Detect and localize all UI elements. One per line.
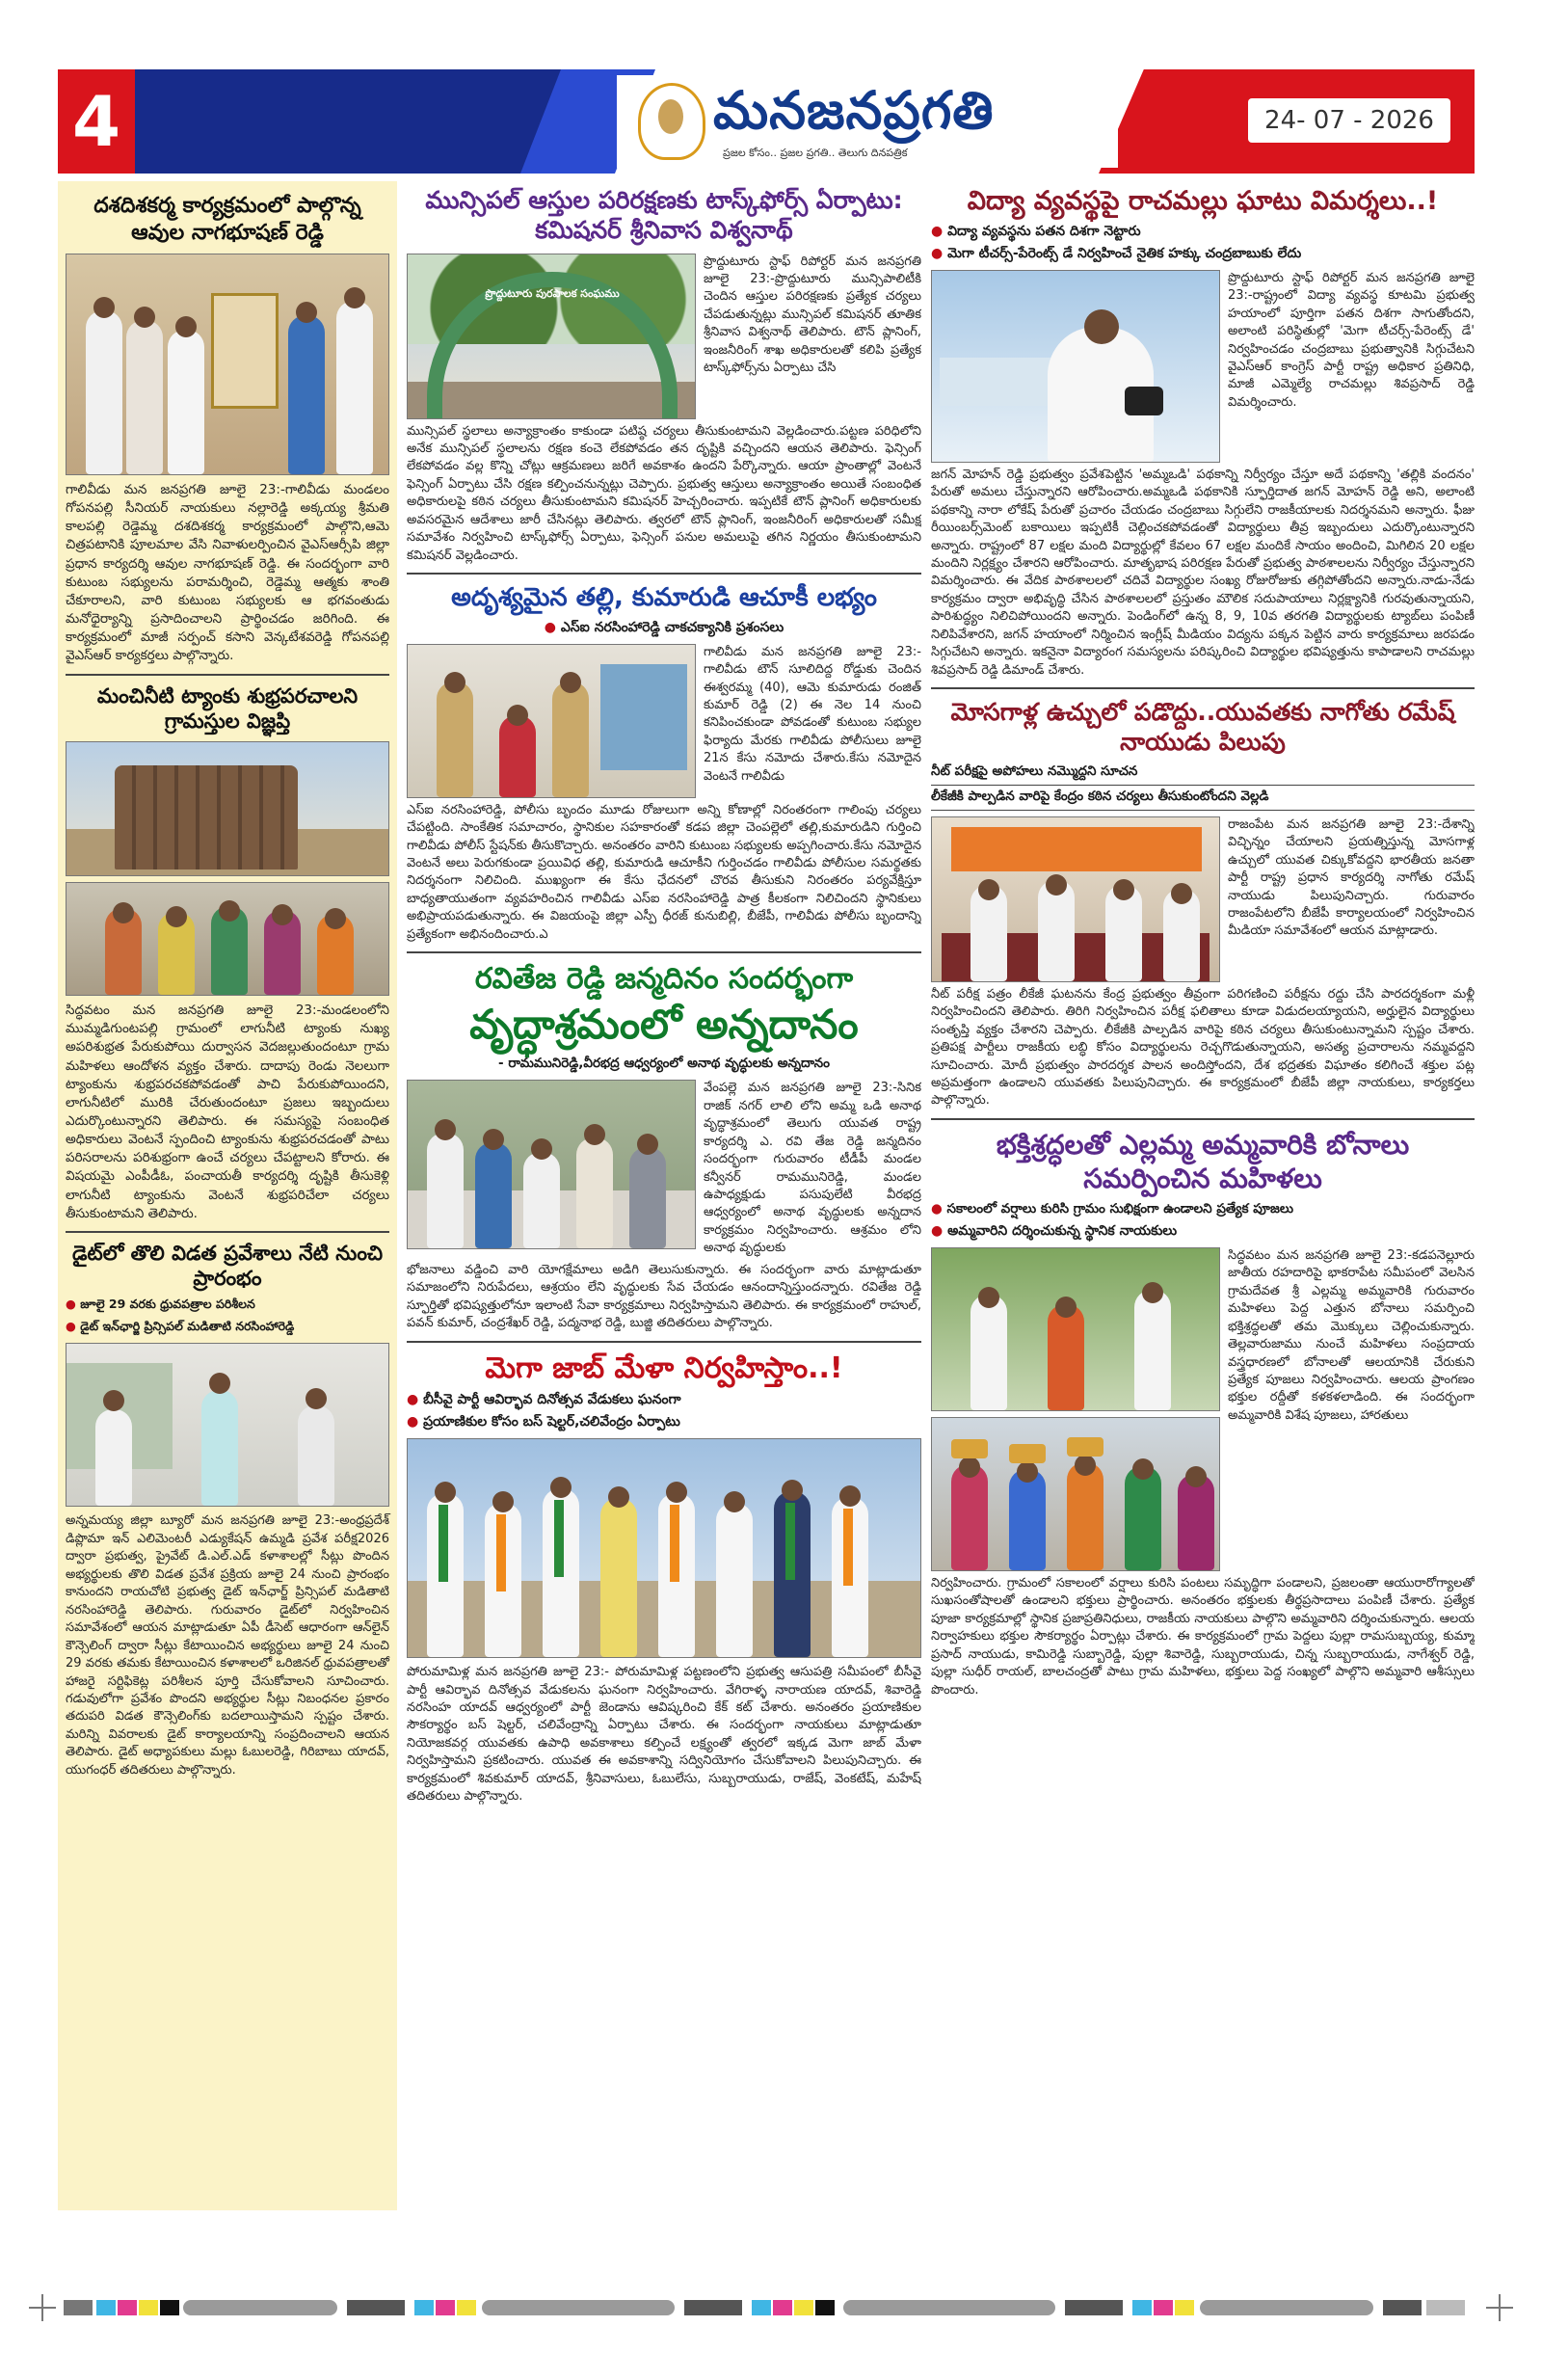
headline: భక్తిశ్రద్ధలతో ఎల్లమ్మ అమ్మవారికి బోనాలు సమర్పించిన మహిళలు xyxy=(996,1128,1410,1194)
rachamallu-press-photo xyxy=(931,270,1220,463)
article-job-mela xyxy=(407,1350,921,1806)
article-body: భోజనాలు వడ్డించి వారి యోగక్షేమాలు అడిగి తెలుసుకున్నారు. ఈ సందర్భంగా వారు మాట్లాడుతూ సమాజంలోని నిరుపేదలు, ఆశ్రయం లేని వృద్ధులకు సేవ చేయడం ఆనందాన్నిస్తుందన్నారు. రవితేజ రెడ్డి స్ఫూర్తితో భవిష్యత్తులోనూ ఇలాంటి సేవా కార్యక్రమాలు నిర్వహిస్తామని తెలిపారు. ఈ కార్యక్రమంలో రాహుల్, పవన్ కుమార్, చంద్రశేఖర్ రెడ్డి, పద్మనాభ రెడ్డి, బుజ్జి తదితరులు పాల్గొన్నారు. xyxy=(407,1262,921,1331)
headline: డైట్‌లో తొలి విడత ప్రవేశాలు నేటి నుంచి ప్రారంభం xyxy=(71,1241,384,1291)
article-annadanam xyxy=(407,961,921,1332)
registration-cross-icon xyxy=(29,2294,56,2321)
bonalu-women-photo xyxy=(931,1417,1220,1571)
subheading: ● ప్రయాణికుల కోసం బస్ షెల్టర్,చలివేంద్రం ఏర్పాటు xyxy=(407,1414,921,1432)
article-water-tank xyxy=(66,683,389,1223)
headline: అదృశ్యమైన తల్లి, కుమారుడి ఆచూకీ లభ్యం xyxy=(451,583,877,613)
headline: దశదిశకర్మ కార్యక్రమంలో పాల్గొన్న ఆవుల నాగభూషణ్ రెడ్డి xyxy=(93,194,361,245)
divider xyxy=(931,687,1475,689)
issue-date: 24- 07 - 2026 xyxy=(1248,98,1450,143)
municipal-gate-photo xyxy=(407,254,696,419)
article-bonalu xyxy=(931,1128,1475,1699)
headline-kicker: రవితేజ రెడ్డి జన్మదినం సందర్భంగా xyxy=(474,962,854,997)
subheading: ● ఎస్ఐ నరసింహారెడ్డి చాకచక్యానికి ప్రశంసలు xyxy=(407,620,921,638)
article-body: నిర్వహించారు. గ్రామంలో సకాలంలో వర్షాలు కురిసి పంటలు సమృద్ధిగా పండాలని, ప్రజలంతా ఆయురారోగ్యాలతో సుఖసంతోషాలతో ఉండాలని భక్తులు ప్రార్థించారు. అనంతరం భక్తులకు తీర్థప్రసాదాలు పంపిణీ చేశారు. ప్రత్యేక పూజా కార్యక్రమాల్లో స్థానిక ప్రజాప్రతినిధులు, రాజకీయ నాయకులు పాల్గొని అమ్మవారిని దర్శించుకున్నారు. ఆలయ నిర్వాహకులు భక్తుల సౌకర్యార్థం ఏర్పాట్లు చేశారు. ఈ కార్యక్రమంలో గ్రామ పెద్దలు పుల్లా రామసుబ్బయ్య, కుమ్మా ప్రసాద్ నాయుడు, కామిరెడ్డి సుబ్బారెడ్డి, పుల్లా శివారెడ్డి, సుబ్బరాయుడు, చిన్న సుబ్బరాయుడు, నాగేశ్వర్ రెడ్డి, పుల్లా సుధీర్ రాయల్, బాలచంద్రతో పాటు గ్రామ మహిళలు, భక్తులు పెద్ద సంఖ్యలో పాల్గొని అమ్మవారి ఆశీస్సులు పొందారు. xyxy=(931,1575,1475,1698)
article-body: ఎస్ఐ నరసింహారెడ్డి, పోలీసు బృందం మూడు రోజులుగా అన్ని కోణాల్లో నిరంతరంగా గాలింపు చర్యలు చేపట్టింది. సాంకేతిక సమాచారం, స్థానికుల సహకారంతో కడప జిల్లా చెంపల్లెలో తల్లి,కుమారుడిని గుర్తించి గాలివీడు పోలీస్ స్టేషన్‌కు తీసుకొచ్చారు. అనంతరం వారిని కుటుంబ సభ్యులకు అప్పగించారు.కేసు నమోదైన వెంటనే అలు పెరుగకుండా ప్రయివిధ తల్లి, కుమారుడి ఆచూకీని గుర్తించడం గాలివీడు పోలీసుల సమర్థతకు నిదర్శనంగా నిలిచింది. ముఖ్యంగా ఈ కేసు ఛేదనలో చొరవ తీసుకుని నిరంతరం పర్యవేక్షిస్తూ బాధ్యతాయుతంగా వ్యవహరించిన గాలివీడు ఎస్ఐ నరసింహారెడ్డి పాత్ర కీలకంగా నిలిచిందని స్థానికులు అభిప్రాయపడుతున్నారు. ఈ విజయంపై జిల్లా ఎస్పీ ధీరజ్ కునుబిల్లి, బీజేపీ, గాలివీడు పోలీసు బృందాన్ని ప్రత్యేకంగా అభినందించారు.ఎ xyxy=(407,802,921,942)
logo-emblem-icon xyxy=(638,83,705,160)
left-column xyxy=(58,181,397,2210)
article-diet-admissions xyxy=(66,1241,389,1779)
paper-name: మనజనప్రగతి xyxy=(713,82,995,140)
subheading: ● జూలై 29 వరకు ధ్రువపత్రాల పరిశీలన xyxy=(66,1297,389,1315)
newspaper-logo xyxy=(617,75,1118,168)
party-event-photo xyxy=(407,1438,921,1658)
masthead xyxy=(58,69,1475,174)
divider xyxy=(66,1231,389,1233)
subheading: ● సకాలంలో వర్షాలు కురిసి గ్రామం సుభిక్షంగా ఉండాలని ప్రత్యేక పూజలు xyxy=(931,1201,1475,1219)
subheading: ● మెగా టీచర్స్-పేరెంట్స్ డే నిర్వహించే నైతిక హక్కు చంద్రబాబుకు లేదు xyxy=(931,246,1475,264)
article-lead: గాలివీడు మన జనప్రగతి జూలై 23:-గాలివీడు టౌన్ సూలిదిద్ద రోడ్డుకు చెందిన ఈశ్వరమ్మ (40), ఆమె కుమారుడు రంజిత్ కుమార్ రెడ్డి (2) ఈ నెల 14 నుంచి కనిపించకుండా పోవడంతో కుటుంబ సభ్యుల ఫిర్యాదు మేరకు గాలివీడు పోలీసులు జూలై 21న కేసు నమోదు చేశారు.కేసు నమోదైన వెంటనే గాలివీడు xyxy=(704,644,921,784)
tank-photo xyxy=(66,741,389,876)
police-station-photo xyxy=(407,644,696,798)
article-lead: ప్రొద్దుటూరు స్టాఫ్ రిపోర్టర్ మన జనప్రగతి జూలై 23:-రాష్ట్రంలో విద్యా వ్యవస్థ కూటమి ప్రభుత్వ హయాంలో పూర్తిగా పతన దిశగా సాగుతోందని, అలాంటి పరిస్థితుల్లో 'మెగా టీచర్స్-పేరెంట్స్ డే' నిర్వహించడం చంద్రబాబు ప్రభుత్వానికి సిగ్గుచేటని వైఎస్ఆర్ కాంగ్రెస్ పార్టీ రాష్ట్ర అధికార ప్రతినిధి, మాజీ ఎమ్మెల్యే రాచమల్లు శివప్రసాద్ రెడ్డి విమర్శించారు. xyxy=(1228,270,1475,410)
villagers-photo xyxy=(66,882,389,996)
portrait-frame xyxy=(211,293,279,409)
article-body: మున్సిపల్ స్థలాలు అన్యాక్రాంతం కాకుండా పటిష్ఠ చర్యలు తీసుకుంటామని వెల్లడించారు.పట్టణ పరిధిలోని అనేక మున్సిపల్ స్థలాలను రక్షణ కంచె లేకపోవడం తన దృష్టికి వచ్చిందని ఆయన తెలిపారు. ఫెన్సింగ్ లేకపోవడం వల్ల కొన్ని చోట్లు ఆక్రమణలు జరిగే అవకాశం ఉందని పేర్కొన్నారు. ఆయా ప్రాంతాల్లో వెంటనే ఫెన్సింగ్ ఏర్పాటు చేసి రక్షణ కల్పించనున్నట్లు చెప్పారు. ప్రభుత్వ ఆస్తులు అన్యాక్రాంతం అయితే సంబంధిత అధికారులపై కఠిన చర్యలు తీసుకుంటామని కమిషనర్ హెచ్చరించారు. ఇప్పటికే టౌన్ ప్లానింగ్ అధికారులకు అవసరమైన ఆదేశాలు జారీ చేసినట్లు తెలిపారు. త్వరలో టౌన్ ప్లానింగ్, ఇంజనీరింగ్ అధికారులతో సమీక్ష సమావేశం నిర్వహించి టాస్క్‌ఫోర్స్ ఏర్పాటు, ఫెన్సింగ్ పనుల అమలుపై తగిన నిర్ణయం తీసుకుంటామని కమిషనర్ వెల్లడించారు. xyxy=(407,423,921,563)
water-tank-shape xyxy=(115,765,298,869)
headline: మోసగాళ్ల ఉచ్చులో పడొద్దు..యువతకు నాగోతు రమేష్ నాయుడు పిలుపు xyxy=(950,698,1455,757)
article-photo xyxy=(66,254,389,475)
headline: మెగా జాబ్ మేళా నిర్వహిస్తాం..! xyxy=(485,1350,843,1385)
divider xyxy=(407,951,921,953)
subheading: ● డైట్ ఇన్‌ఛార్జి ప్రిన్సిపల్ మడితాటి నరసింహారెడ్డి xyxy=(66,1319,389,1337)
divider xyxy=(407,1341,921,1343)
divider xyxy=(931,1118,1475,1120)
subheading: ● విద్యా వ్యవస్థను పతన దిశగా నెట్టారు xyxy=(931,224,1475,242)
article-lead: వేంపల్లె మన జనప్రగతి జూలై 23:-సినిక రాజిక్ నగర్ లాలి లోని అమ్మ ఒడి అనాథ వృద్ధాశ్రమంలో తెలుగు యువత రాష్ట్ర కార్యదర్శి ఎ. రవి తేజ రెడ్డి జన్మదినం సందర్భంగా గురువారం టీడీపీ మండల కన్వీనర్ రామమునిరెడ్డి, మండల ఉపాధ్యక్షుడు పసుపులేటి వీరభద్ర ఆధ్వర్యంలో అనాథ వృద్ధులకు అన్నదాన కార్యక్రమం నిర్వహించారు. ఆశ్రమం లోని అనాథ వృద్ధులకు xyxy=(704,1081,921,1256)
right-column xyxy=(931,181,1475,2210)
subheading: లీకేజీకి పాల్పడిన వారిపై కేంద్రం కఠిన చర్యలు తీసుకుంటోందని వెల్లడి xyxy=(931,789,1475,811)
article-rachamallu xyxy=(931,185,1475,680)
article-body: జగన్ మోహన్ రెడ్డి ప్రభుత్వం ప్రవేశపెట్టిన 'అమ్మఒడి' పథకాన్ని నిర్వీర్యం చేస్తూ అదే పథకాన్ని 'తల్లికి వందనం' పేరుతో అమలు చేస్తున్నారని ఆరోపించారు.అమ్మఒడి పథకానికి స్ఫూర్తిదాత జగన్ మోహన్ రెడ్డి అని, అలాంటి పథకాన్ని నారా లోకేష్ పేరుతో ప్రచారం చేయడం చంద్రబాబు సిగ్గులేని రాజకీయాలకు నిదర్శనమని అన్నారు. ఫీజు రీయింబర్స్‌మెంట్ బకాయిలు ఇప్పటికీ చెల్లించకపోవడంతో విద్యార్థులు తీవ్ర ఇబ్బందులు ఎదుర్కొంటున్నారని అన్నారు. రాష్ట్రంలో 87 లక్షల మంది విద్యార్థుల్లో కేవలం 67 లక్షల మందికే సాయం అందించి, మిగిలిన 20 లక్షల మందిని నిర్లక్ష్యం చేశారని ఆరోపించారు. మాతృభాష పరిరక్షణ పేరుతో ప్రభుత్వ పాఠశాలలను నిర్వీర్యం చేస్తున్నారని విమర్శించారు. ఈ వేదిక పాఠశాలలలో చదివే విద్యార్థుల సంఖ్య రోజురోజుకు తగ్గిపోతోందని అన్నారు.నాడు-నేడు కార్యక్రమం ద్వారా అభివృద్ధి చేసిన పాఠశాలలలో ప్రస్తుతం మౌలిక సదుపాయాలు నిర్లక్ష్యానికి గురవుతున్నాయని, పారిశుద్ధ్యం నిలిచిపోయిందని అన్నారు. పెండింగ్‌లో ఉన్న 8, 9, 10వ తరగతి విద్యార్థులకు ట్యాబ్‌లు పంపిణీ నిలిపివేశారని, జగన్ హయాంలో నిర్మించిన ఇంగ్లీష్ మీడియం విద్యను పక్కన పెట్టిన వారు కార్యక్రమాలు జరపడం సిగ్గుచేటని అన్నారు. ఇకనైనా విద్యారంగ సమస్యలను పరిష్కరించి విద్యార్థుల భవిష్యత్తును కాపాడాలని రాచమల్లు శివప్రసాద్ రెడ్డి డిమాండ్ చేశారు. xyxy=(931,467,1475,678)
arch-text: ప్రొద్దుటూరు పురపాలక సంఘము xyxy=(485,286,620,300)
article-lead: సిద్ధవటం మన జనప్రగతి జూలై 23:-కడపనెల్లూరు జాతీయ రహదారిపై భాకరాపేట సమీపంలో వెలసిన గ్రామదేవత శ్రీ ఎల్లమ్మ అమ్మవారికి గురువారం మహిళలు పెద్ద ఎత్తున బోనాలు సమర్పించి భక్తిశ్రద్ధలతో తమ మొక్కులు చెల్లించుకున్నారు. తెల్లవారుజాము నుంచే మహిళలు సంప్రదాయ వస్త్రధారణలో బోనాలతో ఆలయానికి చేరుకుని ప్రత్యేక పూజలు నిర్వహించారు. ఆలయ ప్రాంగణం భక్తుల రద్దీతో కళకళలాడింది. ఈ సందర్భంగా అమ్మవారికి విశేష పూజలు, హారతులు xyxy=(1228,1247,1475,1423)
middle-column xyxy=(407,181,921,2210)
subheading: - రామమునిరెడ్డి,వీరభద్ర ఆధ్వర్యంలో అనాథ వృద్ధులకు అన్నదానం xyxy=(498,1056,830,1072)
headline: వృద్ధాశ్రమంలో అన్నదానం xyxy=(469,1000,859,1048)
article-neet-ramesh xyxy=(931,697,1475,1110)
headline: మున్సిపల్ ఆస్తుల పరిరక్షణకు టాస్క్‌ఫోర్స్ ఏర్పాటు: కమిషనర్ శ్రీనివాస విశ్వనాథ్ xyxy=(425,186,903,245)
headline: మంచినీటి ట్యాంకు శుభ్రపరచాలని గ్రామస్తుల విజ్ఞప్తి xyxy=(96,683,359,733)
annadanam-photo xyxy=(407,1080,696,1249)
article-body: సిద్ధవటం మన జనప్రగతి జూలై 23:-మండలంలోని ముమ్మడిగుంటపల్లి గ్రామంలో లాగునీటి ట్యాంకు నుఖ్య అపరిశుభ్రత పేరుకుపోయి దుర్వాసన వెదజల్లుతుందంటూ గ్రామ మహిళలు ఆందోళన వ్యక్తం చేశారు. దాదాపు రెండు నెలలుగా ట్యాంకును శుభ్రపరచకపోవడంతో పాచి పేరుకుపోయిందని, లాగునీటిలో మురికి చేరుతుందంటూ ప్రజలు ఇబ్బందులు ఎదుర్కొంటున్నారని తెలిపారు. ఈ సమస్యపై సంబంధిత అధికారులు వెంటనే స్పందించి ట్యాంకును శుభ్రపరచడంతో పాటు పరిసరాలను పరిశుభ్రంగా ఉంచే చర్యలు చేపట్టాలని కోరారు. ఈ విషయమై ఎంపీడీఓ, పంచాయతీ కార్యదర్శి దృష్టికి తీసుకెళ్లి లాగునీటి ట్యాంకును వెంటనే శుభ్రపరిచేలా చర్యలు తీసుకుంటామని తెలిపారు. xyxy=(66,1003,389,1221)
divider xyxy=(66,674,389,676)
article-lead: ప్రొద్దుటూరు స్టాఫ్ రిపోర్టర్ మన జనప్రగతి జూలై 23:-ప్రొద్దుటూరు మున్సిపాలిటీకి చెందిన ఆస్తుల పరిరక్షణకు ప్రత్యేక చర్యలు చేపడుతున్నట్లు మున్సిపల్ కమిషనర్ తూతిక శ్రీనివాస విశ్వనాథ్ తెలిపారు. టౌన్ ప్లానింగ్, ఇంజనీరింగ్ శాఖ అధికారులతో కలిపి ప్రత్యేక టాస్క్‌ఫోర్స్‌ను ఏర్పాటు చేసి xyxy=(704,254,921,376)
subheading: ● అమ్మవారిని దర్శించుకున్న స్థానిక నాయకులు xyxy=(931,1223,1475,1242)
article-body: గాలివీడు మన జనప్రగతి జూలై 23:-గాలివీడు మండలం గోపనపల్లి సీనియర్ నాయకులు నల్లారెడ్డి అక్కయ్య శ్రీమతి కాలపల్లి రెడ్డెమ్మ దశదిశకర్మ కార్యక్రమంలో పాల్గొని,ఆమె చిత్రపటానికి పూలమాల వేసి నివాళులర్పించిన వైఎస్ఆర్సీపి జిల్లా ప్రధాన కార్యదర్శి ఆవుల నాగభూషణ్ రెడ్డి. ఈ సందర్భంగా వారి కుటుంబ సభ్యులను పరామర్శించి, రెడ్డెమ్మ ఆత్మకు శాంతి చేకూరాలని, వారి కుటుంబ సభ్యులకు ఆ భగవంతుడు మనోధైర్యాన్ని ప్రసాదించాలని ప్రార్థించడం జరిగింది. ఈ కార్యక్రమంలో మాజీ సర్పంచ్ కసాని వెన్కటేశవరెడ్డి గోపనపల్లి వైఎస్ఆర్ కార్యకర్తలు పాల్గొన్నారు. xyxy=(66,482,389,664)
subheading: నీట్ పరీక్షపై అపోహలు నమ్మొద్దని సూచన xyxy=(931,763,1475,786)
divider xyxy=(407,573,921,575)
article-body: పోరుమామిళ్ల మన జనప్రగతి జూలై 23:- పోరుమామిళ్ల పట్టణంలోని ప్రభుత్వ ఆసుపత్రి సమీపంలో బీసీవై పార్టీ ఆవిర్భావ దినోత్సవ వేడుకలను ఘనంగా నిర్వహించారు. వేగిరాళ్ళ నారాయణ యాదవ్, శివారెడ్డి నరసింహ యాదవ్ ఆధ్వర్యంలో పార్టీ జెండాను ఆవిష్కరించి కేక్ కట్ చేశారు. అనంతరం ప్రయాణికుల సౌకర్యార్థం బస్ షెల్టర్, చలివేంద్రాన్ని ఏర్పాటు చేశారు. ఈ సందర్భంగా నాయకులు మాట్లాడుతూ నియోజకవర్గ యువతకు ఉపాధి అవకాశాలు కల్పించే లక్ష్యంతో త్వరలో ఇక్కడ మెగా జాబ్ మేళా నిర్వహిస్తామని ప్రకటించారు. యువత ఈ అవకాశాన్ని సద్వినియోగం చేసుకోవాలని పిలుపునిచ్చారు. ఈ కార్యక్రమంలో శివకుమార్ యాదవ్, శ్రీనివాసులు, ఓబులేసు, సుబ్బరాయుడు, రాజేష్, వెంకటేష్, మహేష్ తదితరులు పాల్గొన్నారు. xyxy=(407,1665,921,1805)
article-municipal-taskforce xyxy=(407,185,921,565)
headline: విద్యా వ్యవస్థపై రాచమల్లు ఘాటు విమర్శలు..! xyxy=(967,186,1439,216)
diet-meeting-photo xyxy=(66,1343,389,1507)
registration-cross-icon xyxy=(1486,2294,1513,2321)
article-dasadisa xyxy=(66,193,389,666)
paper-tagline: ప్రజల కోసం.. ప్రజల ప్రగతి.. తెలుగు దినపత్రిక xyxy=(723,147,908,159)
bjp-press-meet-photo xyxy=(931,816,1220,982)
page-number: 4 xyxy=(58,69,135,174)
temple-leaders-photo xyxy=(931,1247,1220,1411)
print-registration-strip xyxy=(29,2294,1513,2321)
article-body: అన్నమయ్య జిల్లా బ్యూరో మన జనప్రగతి జూలై 23:-అంధ్రప్రదేశ్ డిప్లొమా ఇన్ ఎలిమెంటరీ ఎడ్యుకేషన్ ఉమ్మడి ప్రవేశ పరీక్ష2026 ద్వారా ప్రభుత్వ, ప్రైవేట్ డి.ఎల్.ఎడ్ కళాశాలల్లో సీట్లు పొందిన అభ్యర్థులకు తొలి విడత ప్రవేశ ప్రక్రియ జూలై 24 నుంచి ప్రారంభం కానుందని రాయచోటి ప్రభుత్వ డైట్ ఇన్‌ఛార్జ్ ప్రిన్సిపల్ మడితాటి నరసింహారెడ్డి తెలిపారు. గురువారం డైట్‌లో నిర్వహించిన సమావేశంలో ఆయన మాట్లాడుతూ ఏపీ డీసెట్ ఆధారంగా ఆన్‌లైన్ కౌన్సెలింగ్ ద్వారా సీట్లు కేటాయించిన అభ్యర్థులు జూలై 24 నుంచి 29 వరకు తమకు కేటాయించిన కళాశాలలో ఒరిజినల్ ధ్రువపత్రాలతో హాజరై సర్టిఫికెట్ల పరిశీలన పూర్తి చేసుకోవాలని సూచించారు. గడువులోగా ప్రవేశం పొందని అభ్యర్థుల సీట్లు నిబంధనల ప్రకారం తదుపరి విడత కౌన్సెలింగ్‌కు బదలాయిస్తామని స్పష్టం చేశారు. మరిన్ని వివరాలకు డైట్ కార్యాలయాన్ని సంప్రదించాలని ఆయన తెలిపారు. డైట్ అధ్యాపకులు మల్లు ఓబులరెడ్డి, గిరిబాబు యాదవ్, యుగంధర్ తదితరులు పాల్గొన్నారు. xyxy=(66,1513,389,1778)
article-missing-found xyxy=(407,582,921,944)
article-lead: రాజంపేట మన జనప్రగతి జూలై 23:-దేశాన్ని విచ్ఛిన్నం చేయాలని ప్రయత్నిస్తున్న మోసగాళ్ల ఉచ్చులో యువత చిక్కుకోవద్దని భారతీయ జనతా పార్టీ రాష్ట్ర ప్రధాన కార్యదర్శి నాగోతు రమేష్ నాయుడు పిలుపునిచ్చారు. గురువారం రాజంపేటలోని బీజేపీ కార్యాలయంలో నిర్వహించిన మీడియా సమావేశంలో ఆయన మాట్లాడారు. xyxy=(1228,816,1475,939)
subheading: ● బీసీవై పార్టీ ఆవిర్భావ దినోత్సవ వేడుకలు ఘనంగా xyxy=(407,1392,921,1410)
article-body: నీట్ పరీక్ష పత్రం లీకేజీ ఘటనను కేంద్ర ప్రభుత్వం తీవ్రంగా పరిగణించి పరీక్షను రద్దు చేసి పారదర్శకంగా మళ్లీ నిర్వహించిందని తెలిపారు. తిరిగి నిర్వహించిన పరీక్ష ఫలితాలు కూడా విడుదలయ్యాయని, అర్హులైన విద్యార్థులు సంతృప్తి వ్యక్తం చేశారని చెప్పారు. లీకేజీకి పాల్పడిన వారిపై కఠిన చర్యలు తీసుకుంటున్నామని స్పష్టం చేశారు. ప్రతిపక్ష పార్టీలు రాజకీయ లబ్ధి కోసం విద్యార్థులను రెచ్చగొడుతున్నాయని, అసత్య ప్రచారాలను నమ్మవద్దని సూచించారు. మోదీ ప్రభుత్వం పారదర్శక పాలన అందిస్తోందని, దేశ భద్రతకు విఘాతం కలిగించే శక్తుల పట్ల అప్రమత్తంగా ఉండాలని యువతకు పిలుపునిచ్చారు. ఈ కార్యక్రమంలో బీజేపీ జిల్లా నాయకులు, కార్యకర్తలు పాల్గొన్నారు. xyxy=(931,986,1475,1109)
